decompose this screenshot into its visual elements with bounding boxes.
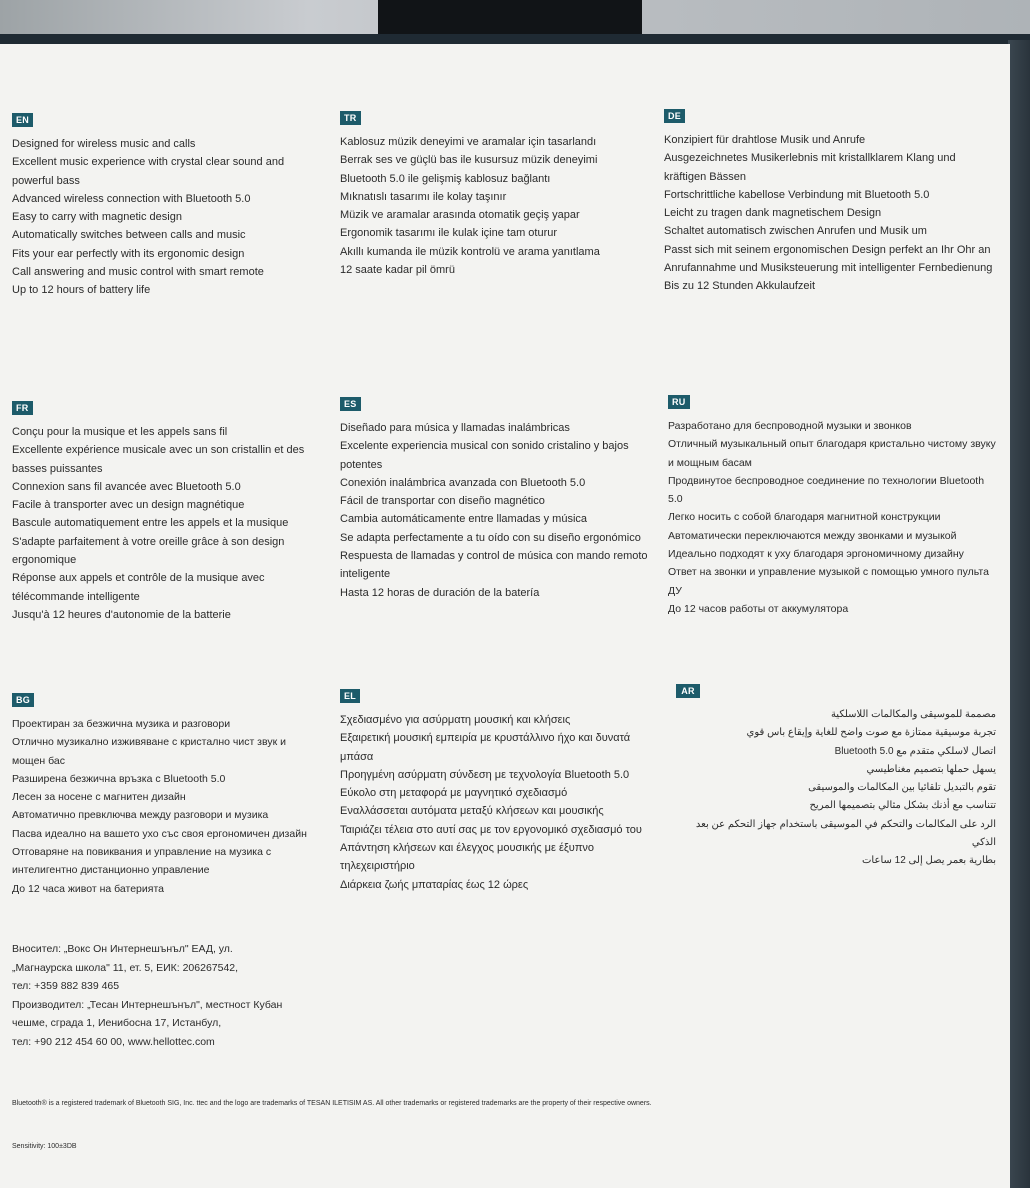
feature-line: Легко носить с собой благодаря магнитной конструкции	[668, 511, 941, 524]
feature-line: يسهل حملها بتصميم مغناطيسي	[866, 763, 996, 775]
sensitivity-spec: Sensitivity: 100±3DB	[12, 1143, 77, 1150]
feature-line: Excelente experiencia musical con sonido cristalino y bajos potentes	[340, 440, 629, 471]
feature-line: Connexion sans fil avancée avec Bluetooth 5.0	[12, 480, 241, 493]
feature-line: Akıllı kumanda ile müzik kontrolü ve arama yanıtlama	[340, 245, 600, 258]
feature-line: Διάρκεια ζωής μπαταρίας έως 12 ώρες	[340, 878, 529, 891]
language-tag-es: ES	[340, 397, 361, 411]
language-tag-ar: AR	[676, 684, 700, 698]
feature-line: تجربة موسيقية ممتازة مع صوت واضح للغاية وإيقاع باس قوي	[746, 727, 996, 739]
feature-line: Berrak ses ve güçlü bas ile kusursuz müzik deneyimi	[340, 154, 598, 167]
feature-line: Conexión inalámbrica avanzada con Bluetooth 5.0	[340, 476, 586, 489]
feature-list-ru	[668, 417, 998, 618]
feature-line: До 12 часа живот на батерията	[12, 882, 164, 895]
feature-line: Diseñado para música y llamadas inalámbricas	[340, 422, 570, 434]
feature-list-fr	[12, 423, 327, 624]
trademark-notice: Bluetooth® is a registered trademark of Bluetooth SIG, Inc. ttec and the logo are trademarks of TESAN ILETISIM AS. All other trademarks or registered trademarks are the property of their respective owners.	[12, 1100, 652, 1107]
feature-line: Up to 12 hours of battery life	[12, 284, 151, 297]
feature-line: Автоматично превключва между разговори и музика	[12, 809, 269, 822]
feature-line: Fortschrittliche kabellose Verbindung mit Bluetooth 5.0	[664, 188, 930, 201]
feature-list-bg	[12, 715, 317, 898]
feature-line: Anrufannahme und Musiksteuerung mit intelligenter Fernbedienung	[664, 262, 993, 275]
feature-line: Bascule automatiquement entre les appels et la musique	[12, 517, 289, 530]
language-tag-el: EL	[340, 689, 360, 703]
feature-line: Conçu pour la musique et les appels sans fil	[12, 426, 228, 438]
section-de	[664, 106, 996, 296]
feature-line: Respuesta de llamadas y control de música con mando remoto inteligente	[340, 550, 648, 581]
section-en	[12, 110, 327, 300]
feature-line: Hasta 12 horas de duración de la batería	[340, 586, 540, 599]
language-tag-ru: RU	[668, 395, 690, 409]
section-tr	[340, 108, 655, 279]
feature-line: Passt sich mit seinem ergonomischen Design perfekt an Ihr Ohr an	[664, 243, 991, 256]
feature-line: Εύκολο στη μεταφορά με μαγνητικό σχεδιασμό	[340, 787, 568, 800]
feature-line: S'adapte parfaitement à votre oreille grâce à son design ergonomique	[12, 535, 285, 567]
feature-line: Проектиран за безжична музика и разговори	[12, 718, 231, 730]
feature-line: Σχεδιασμένο για ασύρματη μουσική και κλήσεις	[340, 714, 571, 726]
feature-line: Automatically switches between calls and music	[12, 229, 246, 242]
feature-list-tr	[340, 133, 655, 279]
feature-line: Designed for wireless music and calls	[12, 138, 196, 150]
feature-line: До 12 часов работы от аккумулятора	[668, 602, 849, 615]
feature-line: 12 saate kadar pil ömrü	[340, 264, 455, 277]
section-el	[340, 686, 655, 894]
importer-line: тел: +359 882 839 465	[12, 980, 120, 993]
manufacturer-line: тел: +90 212 454 60 00, www.hellottec.com	[12, 1035, 215, 1048]
feature-line: Müzik ve aramalar arasında otomatik geçiş yapar	[340, 209, 580, 222]
feature-line: الرد على المكالمات والتحكم في الموسيقى باستخدام جهاز التحكم عن بعد الذكي	[695, 818, 996, 849]
feature-line: Εναλλάσσεται αυτόματα μεταξύ κλήσεων και μουσικής	[340, 805, 604, 818]
feature-line: Leicht zu tragen dank magnetischem Design	[664, 207, 882, 220]
feature-line: Excellent music experience with crystal clear sound and powerful bass	[12, 156, 285, 187]
box-top-edge	[0, 34, 1030, 44]
feature-line: Schaltet automatisch zwischen Anrufen und Musik um	[664, 225, 927, 238]
feature-line: Se adapta perfectamente a tu oído con su diseño ergonómico	[340, 531, 641, 544]
feature-line: Автоматически переключаются между звонками и музыкой	[668, 529, 957, 542]
box-side-edge	[1008, 40, 1030, 1188]
importer-line: „Магнаурска школа" 11, ет. 5, ЕИК: 206267542,	[12, 961, 239, 974]
language-tag-en: EN	[12, 113, 33, 127]
feature-line: بطارية بعمر يصل إلى 12 ساعات	[862, 855, 996, 867]
feature-list-es	[340, 419, 655, 602]
feature-list-de	[664, 131, 996, 296]
section-ar	[676, 684, 996, 871]
language-tag-fr: FR	[12, 401, 33, 415]
feature-line: Ταιριάζει τέλεια στο αυτί σας με τον εργονομικό σχεδιασμό του	[340, 823, 642, 836]
manufacturer-line: чешме, сграда 1, Иенибосна 17, Истанбул,	[12, 1017, 222, 1030]
feature-line: Facile à transporter avec un design magnétique	[12, 499, 245, 512]
feature-line: Cambia automáticamente entre llamadas y música	[340, 513, 588, 526]
feature-line: Fits your ear perfectly with its ergonomic design	[12, 247, 245, 260]
importer-info	[12, 940, 342, 1052]
feature-line: Ответ на звонки и управление музыкой с помощью умного пульта ДУ	[668, 566, 989, 597]
section-bg	[12, 690, 317, 898]
feature-line: Easy to carry with magnetic design	[12, 211, 182, 224]
feature-line: Отличный музыкальный опыт благодаря кристально чистому звуку и мощным басам	[668, 438, 996, 469]
feature-line: Mıknatıslı tasarımı ile kolay taşınır	[340, 190, 507, 203]
feature-line: Ausgezeichnetes Musikerlebnis mit kristallklarem Klang und kräftigen Bässen	[664, 152, 956, 183]
feature-list-el	[340, 711, 655, 894]
manufacturer-line: Производител: „Тесан Интернешънъл", местност Кубан	[12, 998, 283, 1011]
feature-line: Jusqu'à 12 heures d'autonomie de la batterie	[12, 608, 231, 621]
feature-line: Отлично музикално изживяване с кристално чист звук и мощен бас	[12, 736, 286, 767]
section-fr	[12, 398, 327, 624]
feature-line: مصممة للموسيقى والمكالمات اللاسلكية	[830, 709, 996, 720]
feature-line: Идеально подходят к уху благодаря эргономичному дизайну	[668, 548, 964, 561]
language-tag-bg: BG	[12, 693, 34, 707]
feature-line: Продвинутое беспроводное соединение по технологии Bluetooth 5.0	[668, 474, 985, 506]
feature-line: Advanced wireless connection with Bluetooth 5.0	[12, 192, 251, 205]
feature-list-en	[12, 135, 327, 300]
feature-line: Απάντηση κλήσεων και έλεγχος μουσικής με έξυπνο τηλεχειριστήριο	[340, 842, 595, 873]
feature-line: Разработано для беспроводной музыки и звонков	[668, 420, 912, 432]
section-es	[340, 394, 655, 602]
feature-line: Разширена безжична връзка с Bluetooth 5.0	[12, 772, 226, 785]
feature-line: Konzipiert für drahtlose Musik und Anrufe	[664, 134, 866, 146]
feature-line: Отговаряне на повиквания и управление на музика с интелигентно дистанционно управление	[12, 846, 272, 877]
feature-line: تتناسب مع أذنك بشكل مثالي بتصميمها المريح	[809, 800, 996, 812]
feature-line: Ergonomik tasarımı ile kulak içine tam oturur	[340, 227, 558, 240]
feature-line: Пасва идеално на вашето ухо със своя ергономичен дизайн	[12, 827, 307, 840]
feature-line: Bluetooth 5.0 ile gelişmiş kablosuz bağlantı	[340, 172, 551, 185]
package-back-panel	[0, 44, 1010, 1188]
feature-line: تقوم بالتبديل تلقائيا بين المكالمات والموسيقى	[808, 782, 996, 794]
feature-line: Call answering and music control with smart remote	[12, 266, 264, 279]
feature-line: Fácil de transportar con diseño magnético	[340, 495, 545, 508]
language-tag-de: DE	[664, 109, 685, 123]
feature-line: Kablosuz müzik deneyimi ve aramalar için tasarlandı	[340, 136, 597, 148]
feature-line: Excellente expérience musicale avec un son cristallin et des basses puissantes	[12, 444, 305, 475]
feature-list-ar	[676, 706, 996, 871]
feature-line: Προηγμένη ασύρματη σύνδεση με τεχνολογία Bluetooth 5.0	[340, 768, 630, 781]
feature-line: اتصال لاسلكي متقدم مع Bluetooth 5.0	[834, 745, 996, 757]
language-tag-tr: TR	[340, 111, 361, 125]
feature-line: Réponse aux appels et contrôle de la musique avec télécommande intelligente	[12, 572, 265, 603]
importer-line: Вносител: „Вокс Он Интернешънъл" ЕАД, ул.	[12, 943, 233, 955]
feature-line: Εξαιρετική μουσική εμπειρία με κρυστάλλινο ήχο και δυνατά μπάσα	[340, 732, 631, 763]
section-ru	[668, 392, 998, 618]
feature-line: Bis zu 12 Stunden Akkulaufzeit	[664, 280, 816, 293]
feature-line: Лесен за носене с магнитен дизайн	[12, 791, 186, 804]
